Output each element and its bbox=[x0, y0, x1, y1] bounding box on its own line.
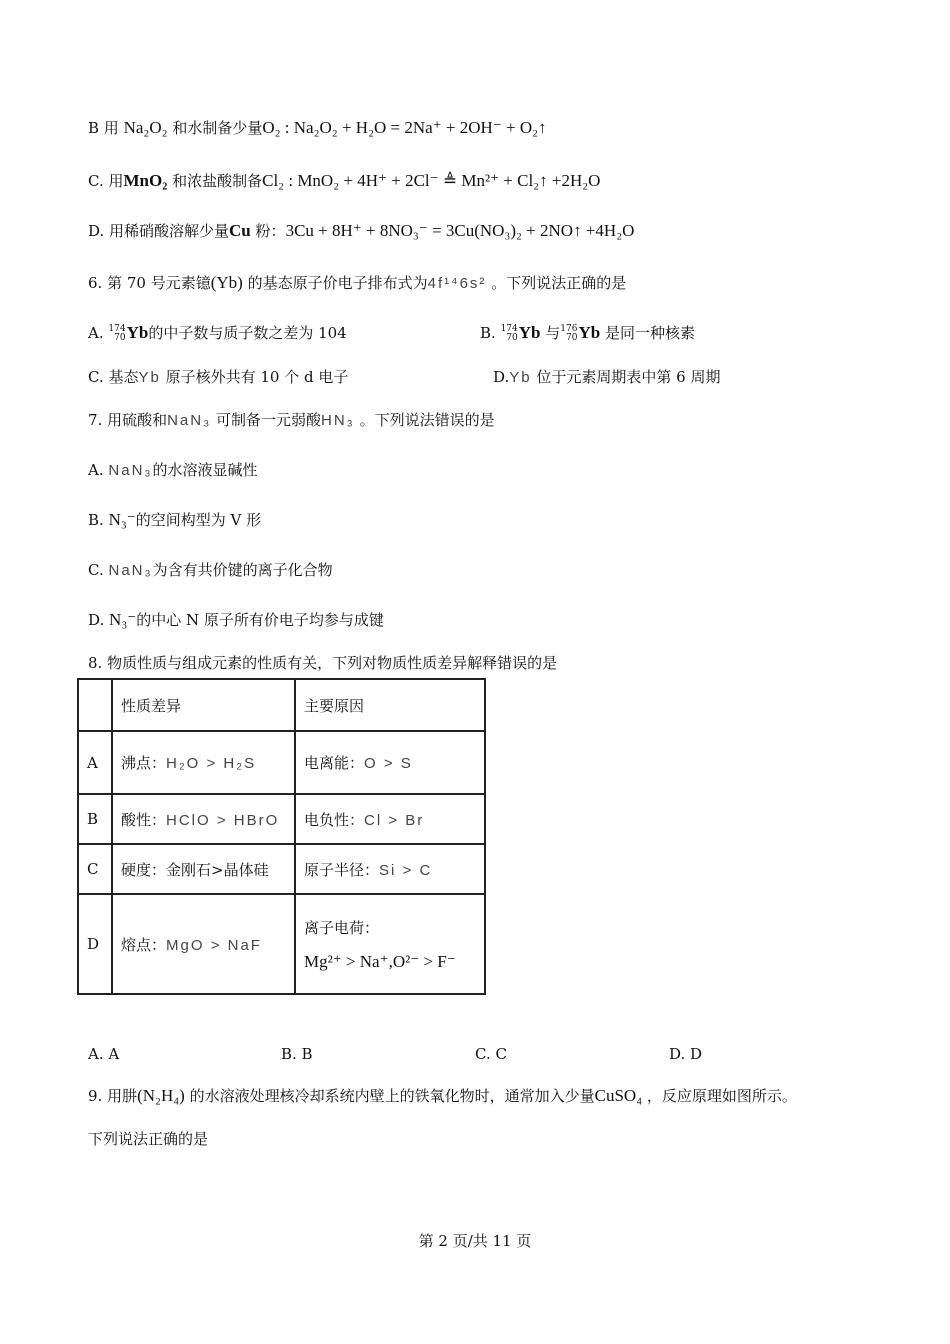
q6-option-d: D.Yb 位于元素周期表中第 6 周期 bbox=[493, 368, 721, 386]
q6-option-c: C. 基态Yb 原子核外共有 10 个 d 电子 bbox=[88, 368, 349, 386]
row-key: D bbox=[78, 894, 112, 994]
row-key: B bbox=[78, 794, 112, 844]
q7-stem: 7. 用硫酸和NaN₃ 可制备一元弱酸HN₃ 。下列说法错误的是 bbox=[88, 411, 495, 429]
table-row bbox=[78, 794, 485, 844]
q7-option-b: B. N₃⁻的空间构型为 V 形 bbox=[88, 510, 262, 529]
table-row bbox=[78, 894, 485, 994]
q5-option-c: C. 用MnO₂ 和浓盐酸制备Cl₂ : MnO₂ + 4H⁺ + 2Cl⁻ ≜ Mn²⁺ + Cl₂↑ +2H₂O bbox=[88, 171, 601, 190]
row-key: C bbox=[78, 844, 112, 894]
row-reason: 电负性：Cl > Br bbox=[295, 794, 485, 844]
row-property: 硬度：金刚石>晶体硅 bbox=[112, 844, 295, 894]
row-reason: 电离能：O > S bbox=[295, 731, 485, 794]
q9-stem: 9. 用肼(N₂H₄) 的水溶液处理核冷却系统内壁上的铁氧化物时，通常加入少量CuSO₄ ，反应原理如图所示。 bbox=[88, 1086, 797, 1105]
q8-option-b: B. B bbox=[281, 1045, 313, 1063]
q5-option-b: B 用 Na₂O₂ 和水制备少量O₂ : Na₂O₂ + H₂O = 2Na⁺ + 2OH⁻ + O₂↑ bbox=[88, 118, 547, 137]
row-reason: 原子半径：Si > C bbox=[295, 844, 485, 894]
q8-option-a: A. A bbox=[88, 1045, 120, 1063]
q6-option-b: B. 174 70Yb 与176 70Yb 是同一种核素 bbox=[480, 323, 696, 343]
table-row bbox=[78, 731, 485, 794]
table-header-row bbox=[78, 679, 485, 731]
table-header-cell: 主要原因 bbox=[295, 679, 485, 731]
q9-stem-line-2: 下列说法正确的是 bbox=[88, 1130, 209, 1148]
table-header-cell: 性质差异 bbox=[112, 679, 295, 731]
q7-option-a: A. NaN₃的水溶液显碱性 bbox=[88, 461, 258, 479]
q8-option-d: D. D bbox=[669, 1045, 703, 1063]
table-row bbox=[78, 844, 485, 894]
q8-table bbox=[77, 678, 486, 995]
row-property: 酸性：HClO > HBrO bbox=[112, 794, 295, 844]
page-footer: 第 2 页/共 11 页 bbox=[418, 1232, 532, 1250]
row-reason: 离子电荷： Mg²⁺ > Na⁺,O²⁻ > F⁻ bbox=[295, 894, 485, 994]
table-header-cell bbox=[78, 679, 112, 731]
q6-stem: 6. 第 70 号元素镱(Yb) 的基态原子价电子排布式为4f¹⁴6s² 。下列说法正确的是 bbox=[88, 273, 627, 292]
q8-option-c: C. C bbox=[475, 1045, 507, 1063]
row-key: A bbox=[78, 731, 112, 794]
row-property: 沸点：H₂O > H₂S bbox=[112, 731, 295, 794]
q5-option-d: D. 用稀硝酸溶解少量Cu 粉：3Cu + 8H⁺ + 8NO₃⁻ = 3Cu(NO₃)₂ + 2NO↑ +4H₂O bbox=[88, 221, 635, 240]
q6-option-a: A. 174 70Yb的中子数与质子数之差为 104 bbox=[88, 323, 347, 343]
q7-option-c: C. NaN₃为含有共价键的离子化合物 bbox=[88, 561, 333, 579]
row-property: 熔点：MgO > NaF bbox=[112, 894, 295, 994]
q7-option-d: D. N₃⁻的中心 N 原子所有价电子均参与成键 bbox=[88, 610, 384, 629]
q8-stem: 8. 物质性质与组成元素的性质有关，下列对物质性质差异解释错误的是 bbox=[88, 654, 558, 672]
